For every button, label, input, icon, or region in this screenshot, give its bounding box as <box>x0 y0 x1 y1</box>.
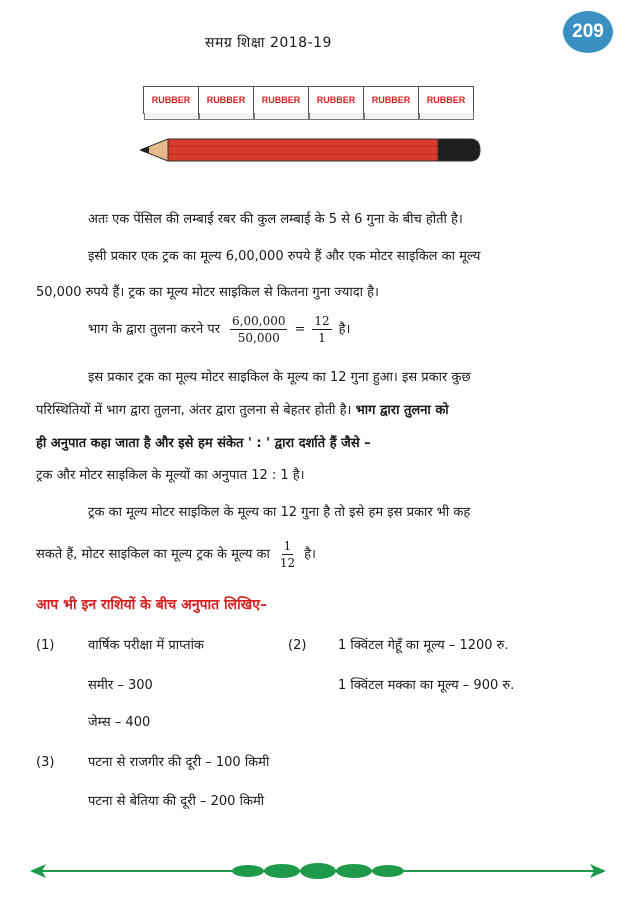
rubber-row <box>143 86 474 114</box>
rubber-box <box>308 86 363 114</box>
q1-item-james: जेम्स – 400 <box>88 715 151 730</box>
rubber-box <box>143 86 198 114</box>
fraction-simplified-numerator: 12 <box>314 314 330 328</box>
page-number: 209 <box>572 21 604 42</box>
q2-number: (2) <box>288 638 307 653</box>
para-inverse-line1: ट्रक का मूल्य मोटर साइकिल के मूल्य का 12 गुना है तो इसे हम इस प्रकार भी कह <box>88 505 471 520</box>
division-suffix: है। <box>338 321 351 337</box>
rubber-box <box>418 86 474 114</box>
equals-sign: = <box>294 321 306 337</box>
rubber-label: RUBBER <box>371 95 411 105</box>
q1-title: वार्षिक परीक्षा में प्राप्तांक <box>88 638 204 653</box>
page-number-badge <box>563 11 613 53</box>
q1-item-sameer: समीर – 300 <box>88 678 153 693</box>
q1-number: (1) <box>36 638 55 653</box>
fraction-inverse-denominator: 12 <box>279 556 296 570</box>
para-ratio-line3: ही अनुपात कहा जाता है और इसे हम संकेत ' : ' द्वारा दर्शाते हैं जैसे – <box>36 436 371 451</box>
fraction-simplified-denominator: 1 <box>318 331 326 345</box>
para-ratio-line4: ट्रक और मोटर साइकिल के मूल्यों का अनुपात 12 : 1 है। <box>36 468 305 483</box>
fraction-inverse <box>278 538 297 571</box>
division-prefix: भाग के द्वारा तुलना करने पर <box>88 321 221 337</box>
fraction-price-denominator: 50,000 <box>237 331 280 345</box>
footer-decorative-rule <box>30 860 606 882</box>
footer-leaf-4 <box>336 864 372 878</box>
rubber-label: RUBBER <box>206 95 246 105</box>
fraction-price <box>230 313 287 346</box>
pencil-eraser <box>438 139 480 161</box>
footer-leaf-5 <box>372 865 404 877</box>
q3-item-bettiah: पटना से बेतिया की दूरी – 200 किमी <box>88 794 265 809</box>
q2-item-wheat: 1 क्विंटल गेहूँ का मूल्य – 1200 रु. <box>338 638 509 653</box>
para-ratio-line2-bold: भाग द्वारा तुलना को <box>355 403 449 418</box>
pencil-body <box>168 139 438 161</box>
rubber-label: RUBBER <box>316 95 356 105</box>
para-inverse-suffix: है। <box>304 546 316 562</box>
para-truck-price-line1: इसी प्रकार एक ट्रक का मूल्य 6,00,000 रुपये हैं और एक मोटर साइकिल का मूल्य <box>88 249 481 264</box>
rubber-box <box>363 86 418 114</box>
q3-item-rajgir: पटना से राजगीर की दूरी – 100 किमी <box>88 755 270 770</box>
q2-item-maize: 1 क्विंटल मक्का का मूल्य – 900 रु. <box>338 678 515 693</box>
para-ratio-line2 <box>36 401 449 421</box>
footer-leaf-2 <box>264 864 300 878</box>
exercise-heading: आप भी इन राशियों के बीच अनुपात लिखिए– <box>36 597 267 613</box>
fraction-inverse-numerator: 1 <box>283 539 292 553</box>
para-pencil-length: अतः एक पेंसिल की लम्बाई रबर की कुल लम्बाई के 5 से 6 गुना के बीच होती है। <box>88 212 463 227</box>
para-inverse-line2 <box>36 538 316 571</box>
para-ratio-line2-normal: परिस्थितियों में भाग द्वारा तुलना, अंतर द्वारा तुलना से बेहतर होती है। <box>36 403 352 418</box>
rubber-label: RUBBER <box>151 95 191 105</box>
para-truck-price-line2: 50,000 रुपये हैं। ट्रक का मूल्य मोटर साइकिल से कितना गुना ज्यादा है। <box>36 285 379 300</box>
para-ratio-line1: इस प्रकार ट्रक का मूल्य मोटर साइकिल के मूल्य का 12 गुना हुआ। इस प्रकार कुछ <box>88 370 471 385</box>
pencil-illustration <box>140 133 485 167</box>
rubber-box <box>253 86 308 114</box>
pencil-lead <box>140 147 149 154</box>
footer-leaf-3 <box>300 863 336 879</box>
fraction-simplified <box>312 313 331 346</box>
q3-number: (3) <box>36 755 55 770</box>
division-comparison <box>88 313 351 346</box>
footer-leaf-1 <box>232 865 264 877</box>
header-title: समग्र शिक्षा 2018-19 <box>205 35 332 51</box>
rubber-box <box>198 86 253 114</box>
rubber-label: RUBBER <box>261 95 301 105</box>
fraction-price-numerator: 6,00,000 <box>232 314 286 328</box>
para-inverse-prefix: सकते हैं, मोटर साइकिल का मूल्य ट्रक के मूल्य का <box>36 546 270 562</box>
rubber-label: RUBBER <box>426 95 466 105</box>
